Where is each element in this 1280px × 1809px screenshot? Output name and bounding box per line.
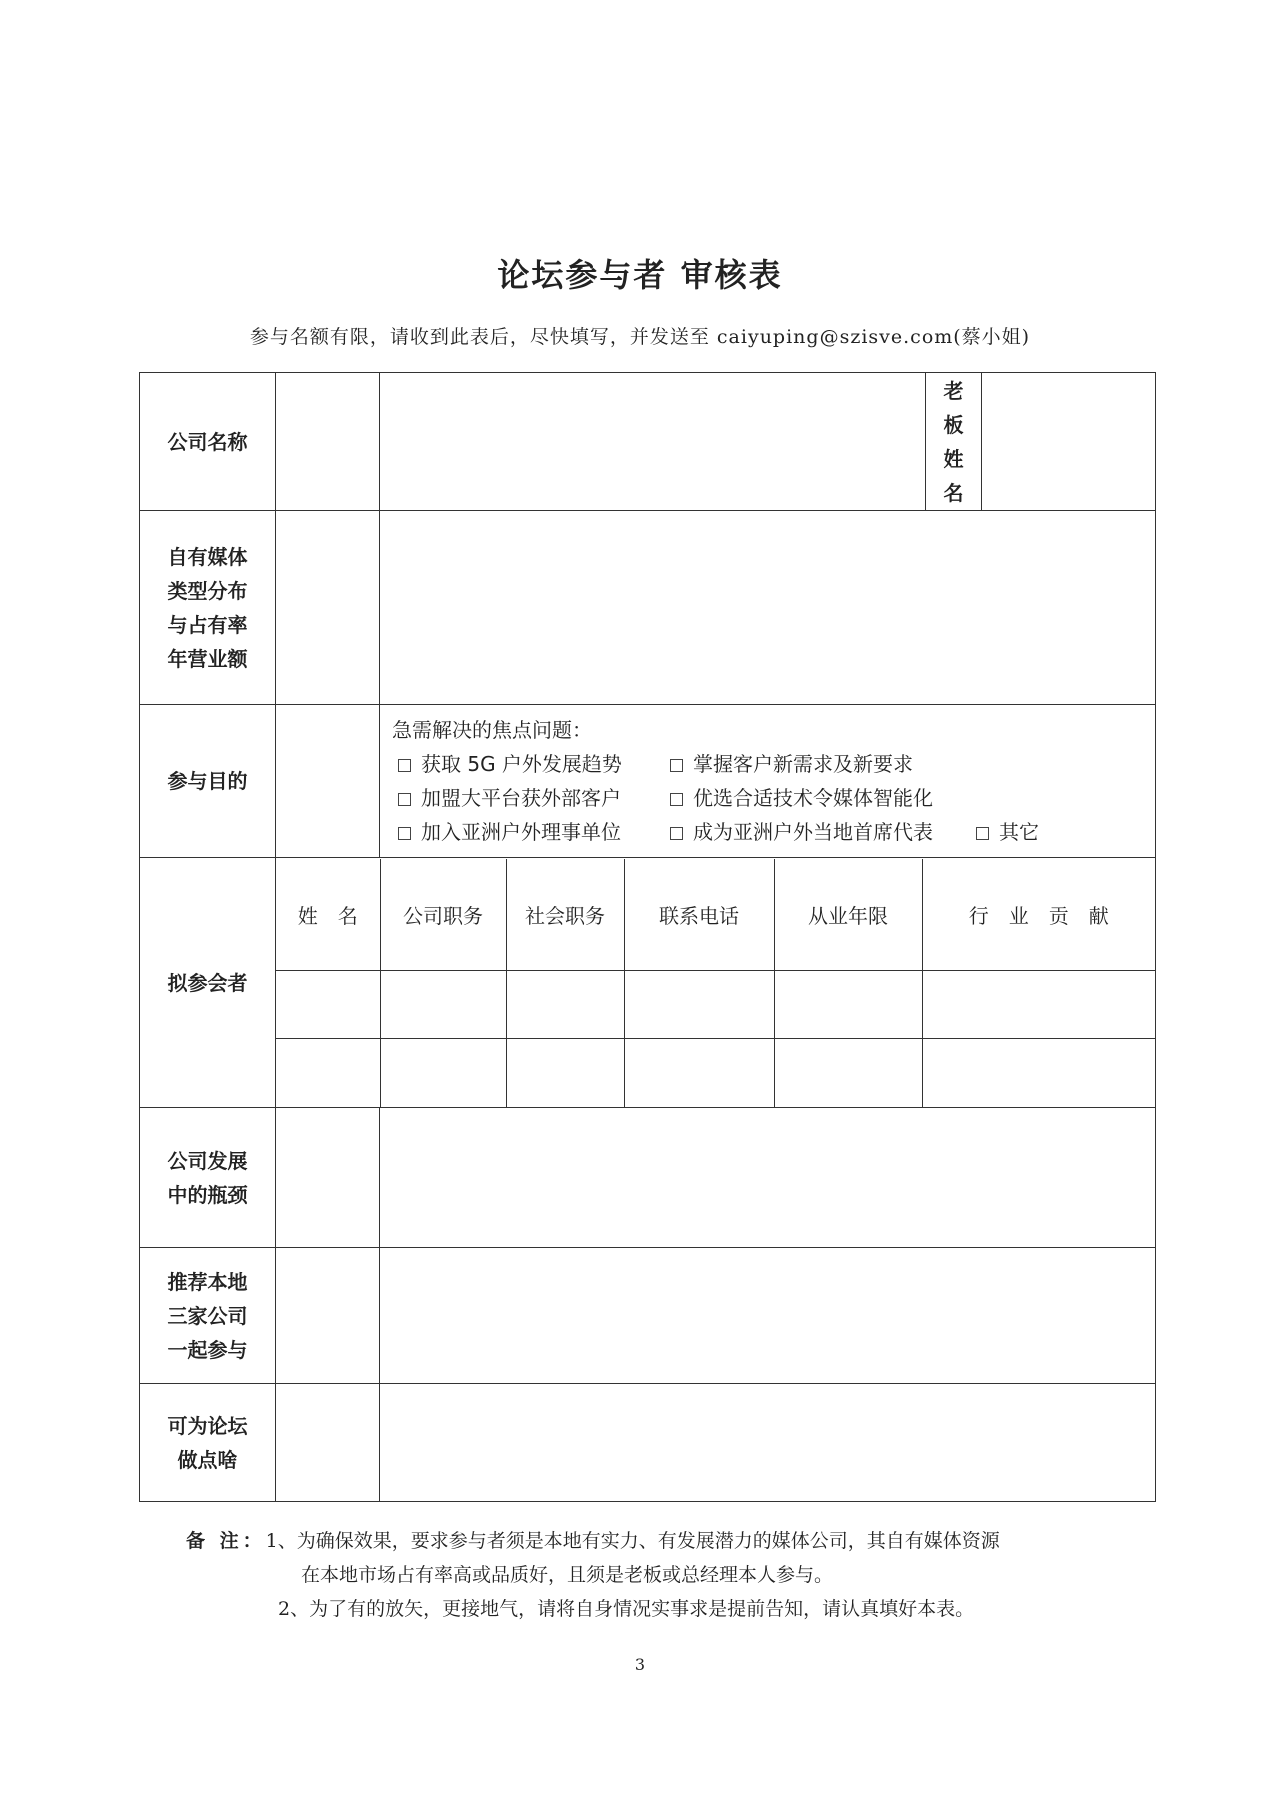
row-purpose <box>140 705 1156 858</box>
bottleneck-label <box>140 1108 276 1248</box>
media-label-line: 自有媒体 <box>167 544 248 569</box>
note-2: 2、为了有的放矢，更接地气，请将自身情况实事求是提前告知，请认真填好本表。 <box>278 1598 975 1620</box>
row-bottleneck <box>140 1108 1156 1248</box>
attendee-name-input[interactable] <box>276 971 380 1039</box>
attendee-social-position-input[interactable] <box>506 1039 624 1107</box>
boss-name-input[interactable] <box>982 373 1156 511</box>
attendee-phone-input[interactable] <box>624 1039 774 1107</box>
contribute-cell-a[interactable] <box>276 1384 380 1502</box>
row-media <box>140 511 1156 705</box>
note-1 <box>186 1524 1146 1558</box>
table-row <box>276 971 1155 1039</box>
col-header-years: 从业年限 <box>774 859 922 971</box>
purpose-cell-a <box>276 705 380 858</box>
checkbox-icon[interactable] <box>398 759 411 772</box>
note-1-line-2: 在本地市场占有率高或品质好，且须是老板或总经理本人参与。 <box>301 1564 834 1586</box>
purpose-options <box>380 705 1156 858</box>
contribute-label-line: 做点啥 <box>177 1447 238 1472</box>
attendees-grid-cell <box>276 858 1156 1108</box>
col-header-social-position: 社会职务 <box>506 859 624 971</box>
col-header-contribution: 行 业 贡 献 <box>922 859 1155 971</box>
company-name-label: 公司名称 <box>140 373 276 511</box>
company-name-cell-a[interactable] <box>276 373 380 511</box>
purpose-option[interactable] <box>392 815 664 849</box>
purpose-option[interactable] <box>392 781 664 815</box>
company-name-input[interactable] <box>380 373 926 511</box>
checkbox-icon[interactable] <box>398 827 411 840</box>
attendees-grid <box>276 859 1155 1107</box>
option-label: 掌握客户新需求及新要求 <box>693 752 913 776</box>
boss-name-char: 老 <box>943 378 964 403</box>
attendee-years-input[interactable] <box>774 1039 922 1107</box>
contribute-label-line: 可为论坛 <box>167 1413 248 1438</box>
option-label: 其它 <box>999 820 1039 844</box>
contribute-label <box>140 1384 276 1502</box>
purpose-option[interactable] <box>664 815 970 849</box>
recommend-label-line: 一起参与 <box>167 1337 248 1362</box>
option-label: 优选合适技术令媒体智能化 <box>693 786 933 810</box>
media-label-line: 与占有率 <box>167 612 248 637</box>
bottleneck-label-line: 公司发展 <box>167 1148 248 1173</box>
option-label: 获取 5G 户外发展趋势 <box>421 752 622 776</box>
purpose-option[interactable] <box>970 815 1039 849</box>
row-company-name <box>140 373 1156 511</box>
notes <box>186 1524 1146 1626</box>
boss-name-char: 名 <box>943 480 964 505</box>
row-attendees <box>140 858 1156 1108</box>
media-label-line: 年营业额 <box>167 646 248 671</box>
attendee-years-input[interactable] <box>774 971 922 1039</box>
subtitle: 参与名额有限，请收到此表后，尽快填写，并发送至 caiyuping@szisve.com(蔡小姐) <box>249 326 1031 348</box>
attendee-company-position-input[interactable] <box>380 971 506 1039</box>
col-header-company-position: 公司职务 <box>380 859 506 971</box>
bottleneck-cell-a[interactable] <box>276 1108 380 1248</box>
purpose-heading: 急需解决的焦点问题： <box>392 718 592 742</box>
review-form-table <box>139 372 1156 1502</box>
checkbox-icon[interactable] <box>670 759 683 772</box>
contribute-input[interactable] <box>380 1384 1156 1502</box>
page-number: 3 <box>634 1655 646 1674</box>
checkbox-icon[interactable] <box>670 793 683 806</box>
checkbox-icon[interactable] <box>398 793 411 806</box>
row-recommend <box>140 1248 1156 1384</box>
col-header-name: 姓 名 <box>276 859 380 971</box>
recommend-label <box>140 1248 276 1384</box>
recommend-label-line: 三家公司 <box>167 1303 248 1328</box>
attendees-header-row <box>276 859 1155 971</box>
note-1-line-1: 1、为确保效果，要求参与者须是本地有实力、有发展潜力的媒体公司，其自有媒体资源 <box>265 1530 1000 1552</box>
media-input[interactable] <box>380 511 1156 705</box>
purpose-option-row <box>392 781 1143 815</box>
row-contribute <box>140 1384 1156 1502</box>
media-cell-a[interactable] <box>276 511 380 705</box>
media-label-line: 类型分布 <box>167 578 248 603</box>
note-label: 备 注： <box>186 1530 266 1552</box>
recommend-label-line: 推荐本地 <box>167 1269 248 1294</box>
attendee-contribution-input[interactable] <box>922 971 1155 1039</box>
attendees-label: 拟参会者 <box>140 858 276 1108</box>
checkbox-icon[interactable] <box>976 827 989 840</box>
bottleneck-label-line: 中的瓶颈 <box>167 1182 248 1207</box>
option-label: 加入亚洲户外理事单位 <box>421 820 621 844</box>
option-label: 加盟大平台获外部客户 <box>421 786 621 810</box>
option-label: 成为亚洲户外当地首席代表 <box>693 820 933 844</box>
purpose-option[interactable] <box>664 781 933 815</box>
purpose-label: 参与目的 <box>140 705 276 858</box>
bottleneck-input[interactable] <box>380 1108 1156 1248</box>
purpose-option[interactable] <box>664 747 913 781</box>
page-title: 论坛参与者 审核表 <box>497 256 783 294</box>
checkbox-icon[interactable] <box>670 827 683 840</box>
recommend-cell-a[interactable] <box>276 1248 380 1384</box>
col-header-phone: 联系电话 <box>624 859 774 971</box>
boss-name-label <box>926 373 982 511</box>
purpose-option-row <box>392 815 1143 849</box>
purpose-option-row <box>392 747 1143 781</box>
purpose-option[interactable] <box>392 747 664 781</box>
attendee-company-position-input[interactable] <box>380 1039 506 1107</box>
recommend-input[interactable] <box>380 1248 1156 1384</box>
boss-name-char: 板 <box>943 412 964 437</box>
attendee-name-input[interactable] <box>276 1039 380 1107</box>
attendee-contribution-input[interactable] <box>922 1039 1155 1107</box>
media-label <box>140 511 276 705</box>
boss-name-char: 姓 <box>943 446 964 471</box>
table-row <box>276 1039 1155 1107</box>
attendee-phone-input[interactable] <box>624 971 774 1039</box>
attendee-social-position-input[interactable] <box>506 971 624 1039</box>
